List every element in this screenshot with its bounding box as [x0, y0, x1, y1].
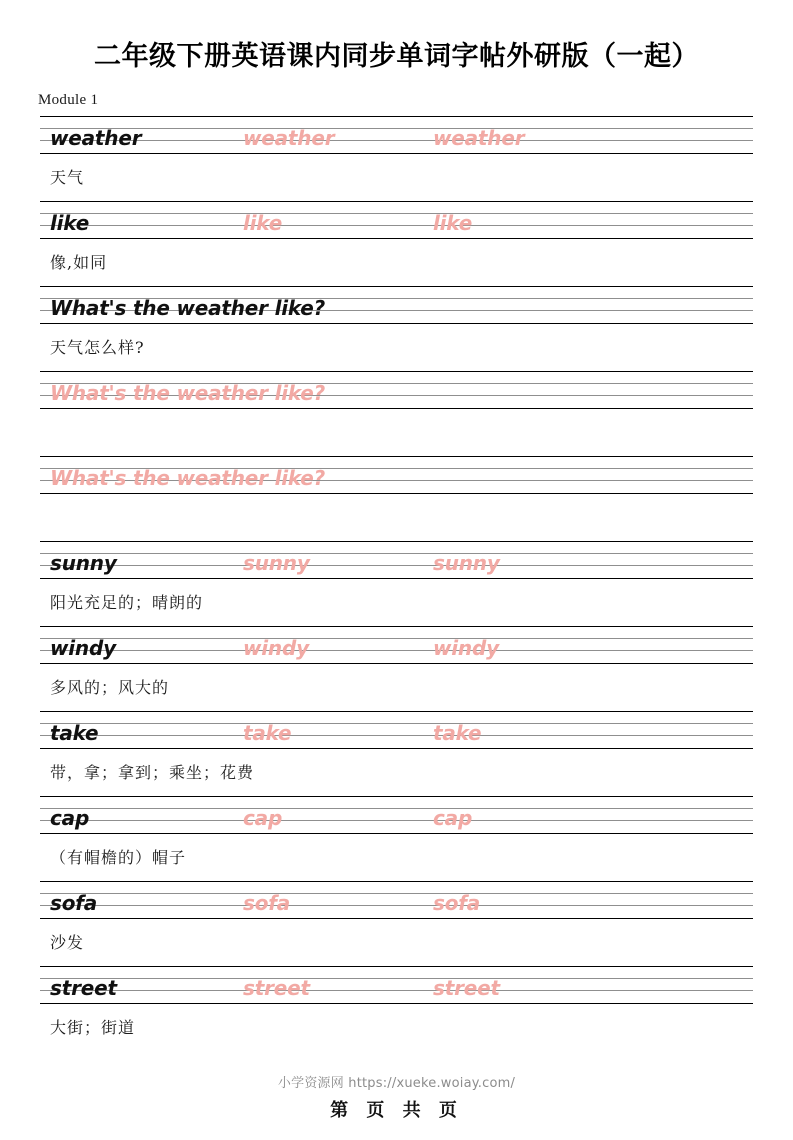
word-staff-street[interactable] — [40, 966, 753, 1004]
sentence-staff-trace-1[interactable] — [40, 371, 753, 409]
word-model: sunny — [50, 550, 117, 575]
word-model: like — [50, 210, 90, 235]
word-model: sofa — [50, 890, 98, 915]
gloss-row — [40, 1004, 753, 1051]
word-trace-1: windy — [243, 635, 309, 660]
page-footer — [0, 1072, 793, 1122]
word-trace-2: cap — [433, 805, 473, 830]
word-trace-1: take — [243, 720, 292, 745]
word-trace-2: street — [433, 975, 500, 1000]
gloss-row — [40, 154, 753, 201]
gloss-row — [40, 834, 753, 881]
word-model: take — [50, 720, 99, 745]
word-model: cap — [50, 805, 90, 830]
gloss-row — [40, 239, 753, 286]
gloss-text: （有帽檐的）帽子 — [50, 847, 187, 867]
gloss-row — [40, 579, 753, 626]
gloss-text: 天气 — [50, 167, 85, 187]
word-model: windy — [50, 635, 116, 660]
word-trace-1: cap — [243, 805, 283, 830]
gloss-text: 天气怎么样? — [50, 337, 145, 357]
gloss-row — [40, 919, 753, 966]
word-staff-cap[interactable] — [40, 796, 753, 834]
gloss-text: 带，拿；拿到；乘坐；花费 — [50, 762, 255, 782]
gloss-text: 阳光充足的；晴朗的 — [50, 592, 204, 612]
sentence-trace-2: What's the weather like? — [50, 465, 326, 490]
gloss-row — [40, 664, 753, 711]
gloss-row — [40, 324, 753, 371]
word-staff-weather[interactable] — [40, 116, 753, 154]
word-trace-2: like — [433, 210, 473, 235]
word-trace-2: sofa — [433, 890, 481, 915]
sentence-model: What's the weather like? — [50, 295, 326, 320]
gloss-text: 大街；街道 — [50, 1017, 136, 1037]
word-trace-1: street — [243, 975, 310, 1000]
word-trace-2: sunny — [433, 550, 500, 575]
gloss-text: 沙发 — [50, 932, 85, 952]
word-model: street — [50, 975, 117, 1000]
gloss-row-empty — [40, 409, 753, 456]
page-indicator: 第 页 共 页 — [330, 1100, 463, 1122]
page-title: 二年级下册英语课内同步单词字帖外研版（一起） — [94, 41, 699, 72]
site-watermark: 小学资源网 https://xueke.woiay.com/ — [277, 1076, 516, 1092]
word-staff-sofa[interactable] — [40, 881, 753, 919]
word-trace-1: like — [243, 210, 283, 235]
sentence-trace-1: What's the weather like? — [50, 380, 326, 405]
word-staff-windy[interactable] — [40, 626, 753, 664]
gloss-row — [40, 749, 753, 796]
handwriting-sheet — [0, 116, 793, 1051]
word-trace-1: weather — [243, 125, 335, 150]
word-trace-1: sofa — [243, 890, 291, 915]
word-staff-take[interactable] — [40, 711, 753, 749]
word-trace-2: take — [433, 720, 482, 745]
module-label: Module 1 — [38, 91, 99, 108]
word-trace-2: windy — [433, 635, 499, 660]
gloss-row-empty — [40, 494, 753, 541]
gloss-text: 像,如同 — [50, 252, 108, 272]
word-trace-1: sunny — [243, 550, 310, 575]
word-trace-2: weather — [433, 125, 525, 150]
sentence-staff-trace-2[interactable] — [40, 456, 753, 494]
word-model: weather — [50, 125, 142, 150]
worksheet-page — [0, 18, 793, 1140]
sentence-staff-model[interactable] — [40, 286, 753, 324]
gloss-text: 多风的；风大的 — [50, 677, 170, 697]
word-staff-like[interactable] — [40, 201, 753, 239]
word-staff-sunny[interactable] — [40, 541, 753, 579]
